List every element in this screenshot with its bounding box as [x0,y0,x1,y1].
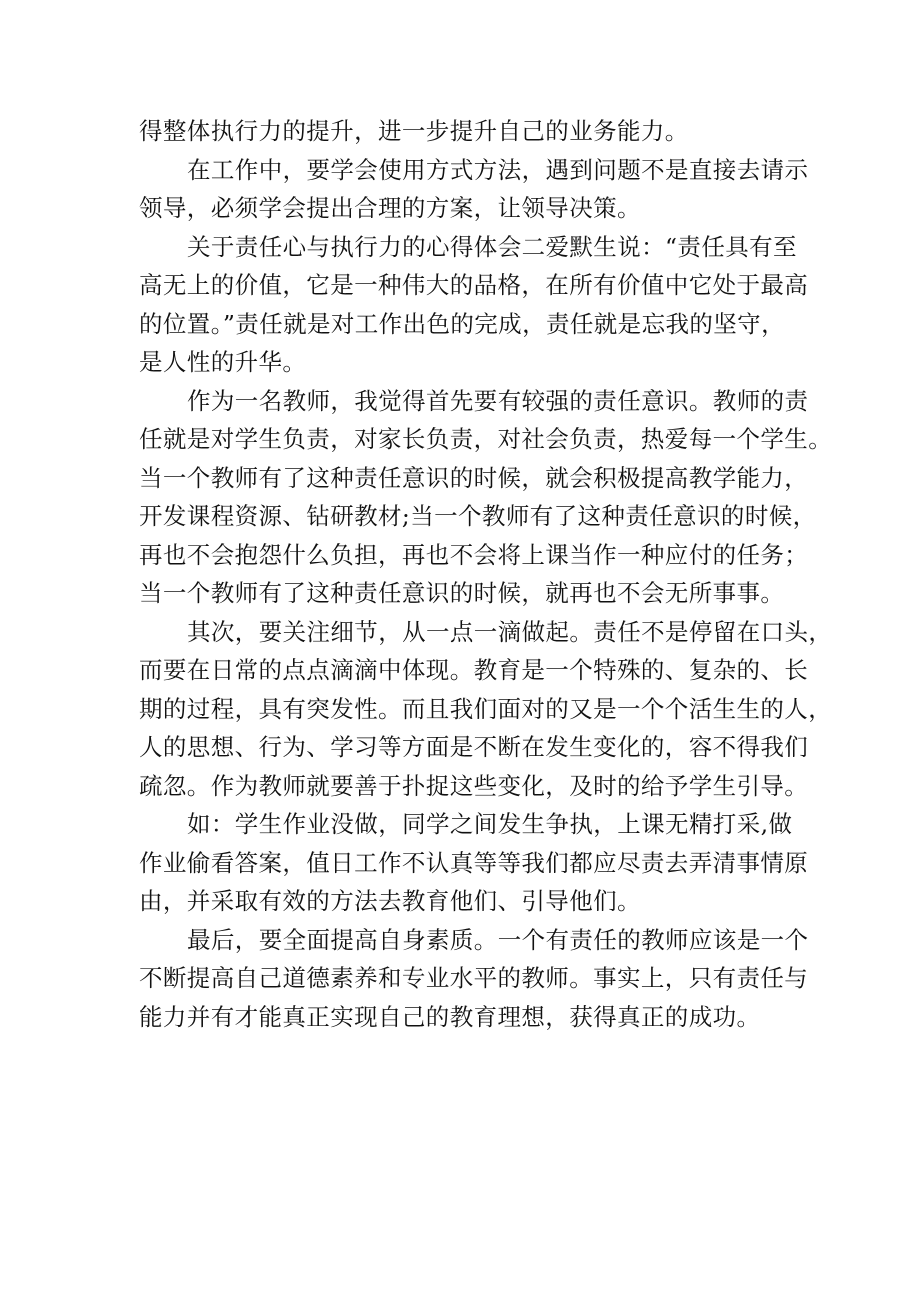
text-line: 得整体执行力的提升，进一步提升自己的业务能力。 [139,117,689,145]
text-line: 再也不会抱怨什么负担，再也不会将上课当作一种应付的任务； [139,540,809,569]
text-line: 疏忽。作为教师就要善于扑捉这些变化，及时的给予学生引导。 [139,771,809,800]
text-line: 由，并采取有效的方法去教育他们、引导他们。 [139,887,641,915]
text-line: 作业偷看答案，值日工作不认真等等我们都应尽责去弄清事情原 [139,848,809,877]
document-body [139,112,833,1036]
text-line: 关于责任心与执行力的心得体会二爱默生说：“责任具有至 [187,232,797,261]
text-line: 能力并有才能真正实现自己的教育理想，获得真正的成功。 [139,1002,761,1031]
text-line: 高无上的价值，它是一种伟大的品格，在所有价值中它处于最高 [139,271,809,299]
text-line: 最后，要全面提高自身素质。一个有责任的教师应该是一个 [187,925,809,954]
text-line: 任就是对学生负责，对家长负责，对社会负责，热爱每一个学生。 [139,425,833,453]
text-line: 领导，必须学会提出合理的方案，让领导决策。 [139,194,641,222]
text-line: 人的思想、行为、学习等方面是不断在发生变化的，容不得我们 [139,733,809,761]
text-line: 不断提高自己道德素养和专业水平的教师。事实上，只有责任与 [139,964,809,992]
text-line: 如：学生作业没做，同学之间发生争执，上课无精打采,做 [187,810,793,838]
text-line: 是人性的升华。 [139,348,307,376]
text-line: 作为一名教师，我觉得首先要有较强的责任意识。教师的责 [187,386,809,415]
text-line: 在工作中，要学会使用方式方法，遇到问题不是直接去请示 [187,155,809,184]
text-line: 而要在日常的点点滴滴中体现。教育是一个特殊的、复杂的、长 [139,656,809,684]
text-line: 其次，要关注细节，从一点一滴做起。责任不是停留在口头， [187,617,833,646]
text-line: 的位置。”责任就是对工作出色的完成，责任就是忘我的坚守， [139,309,785,338]
text-line: 当一个教师有了这种责任意识的时候，就再也不会无所事事。 [139,579,785,607]
text-line: 期的过程，具有突发性。而且我们面对的又是一个个活生生的人， [139,694,833,723]
text-line: 当一个教师有了这种责任意识的时候，就会积极提高教学能力， [139,463,809,492]
text-line: 开发课程资源、钻研教材;当一个教师有了这种责任意识的时候， [139,502,817,530]
